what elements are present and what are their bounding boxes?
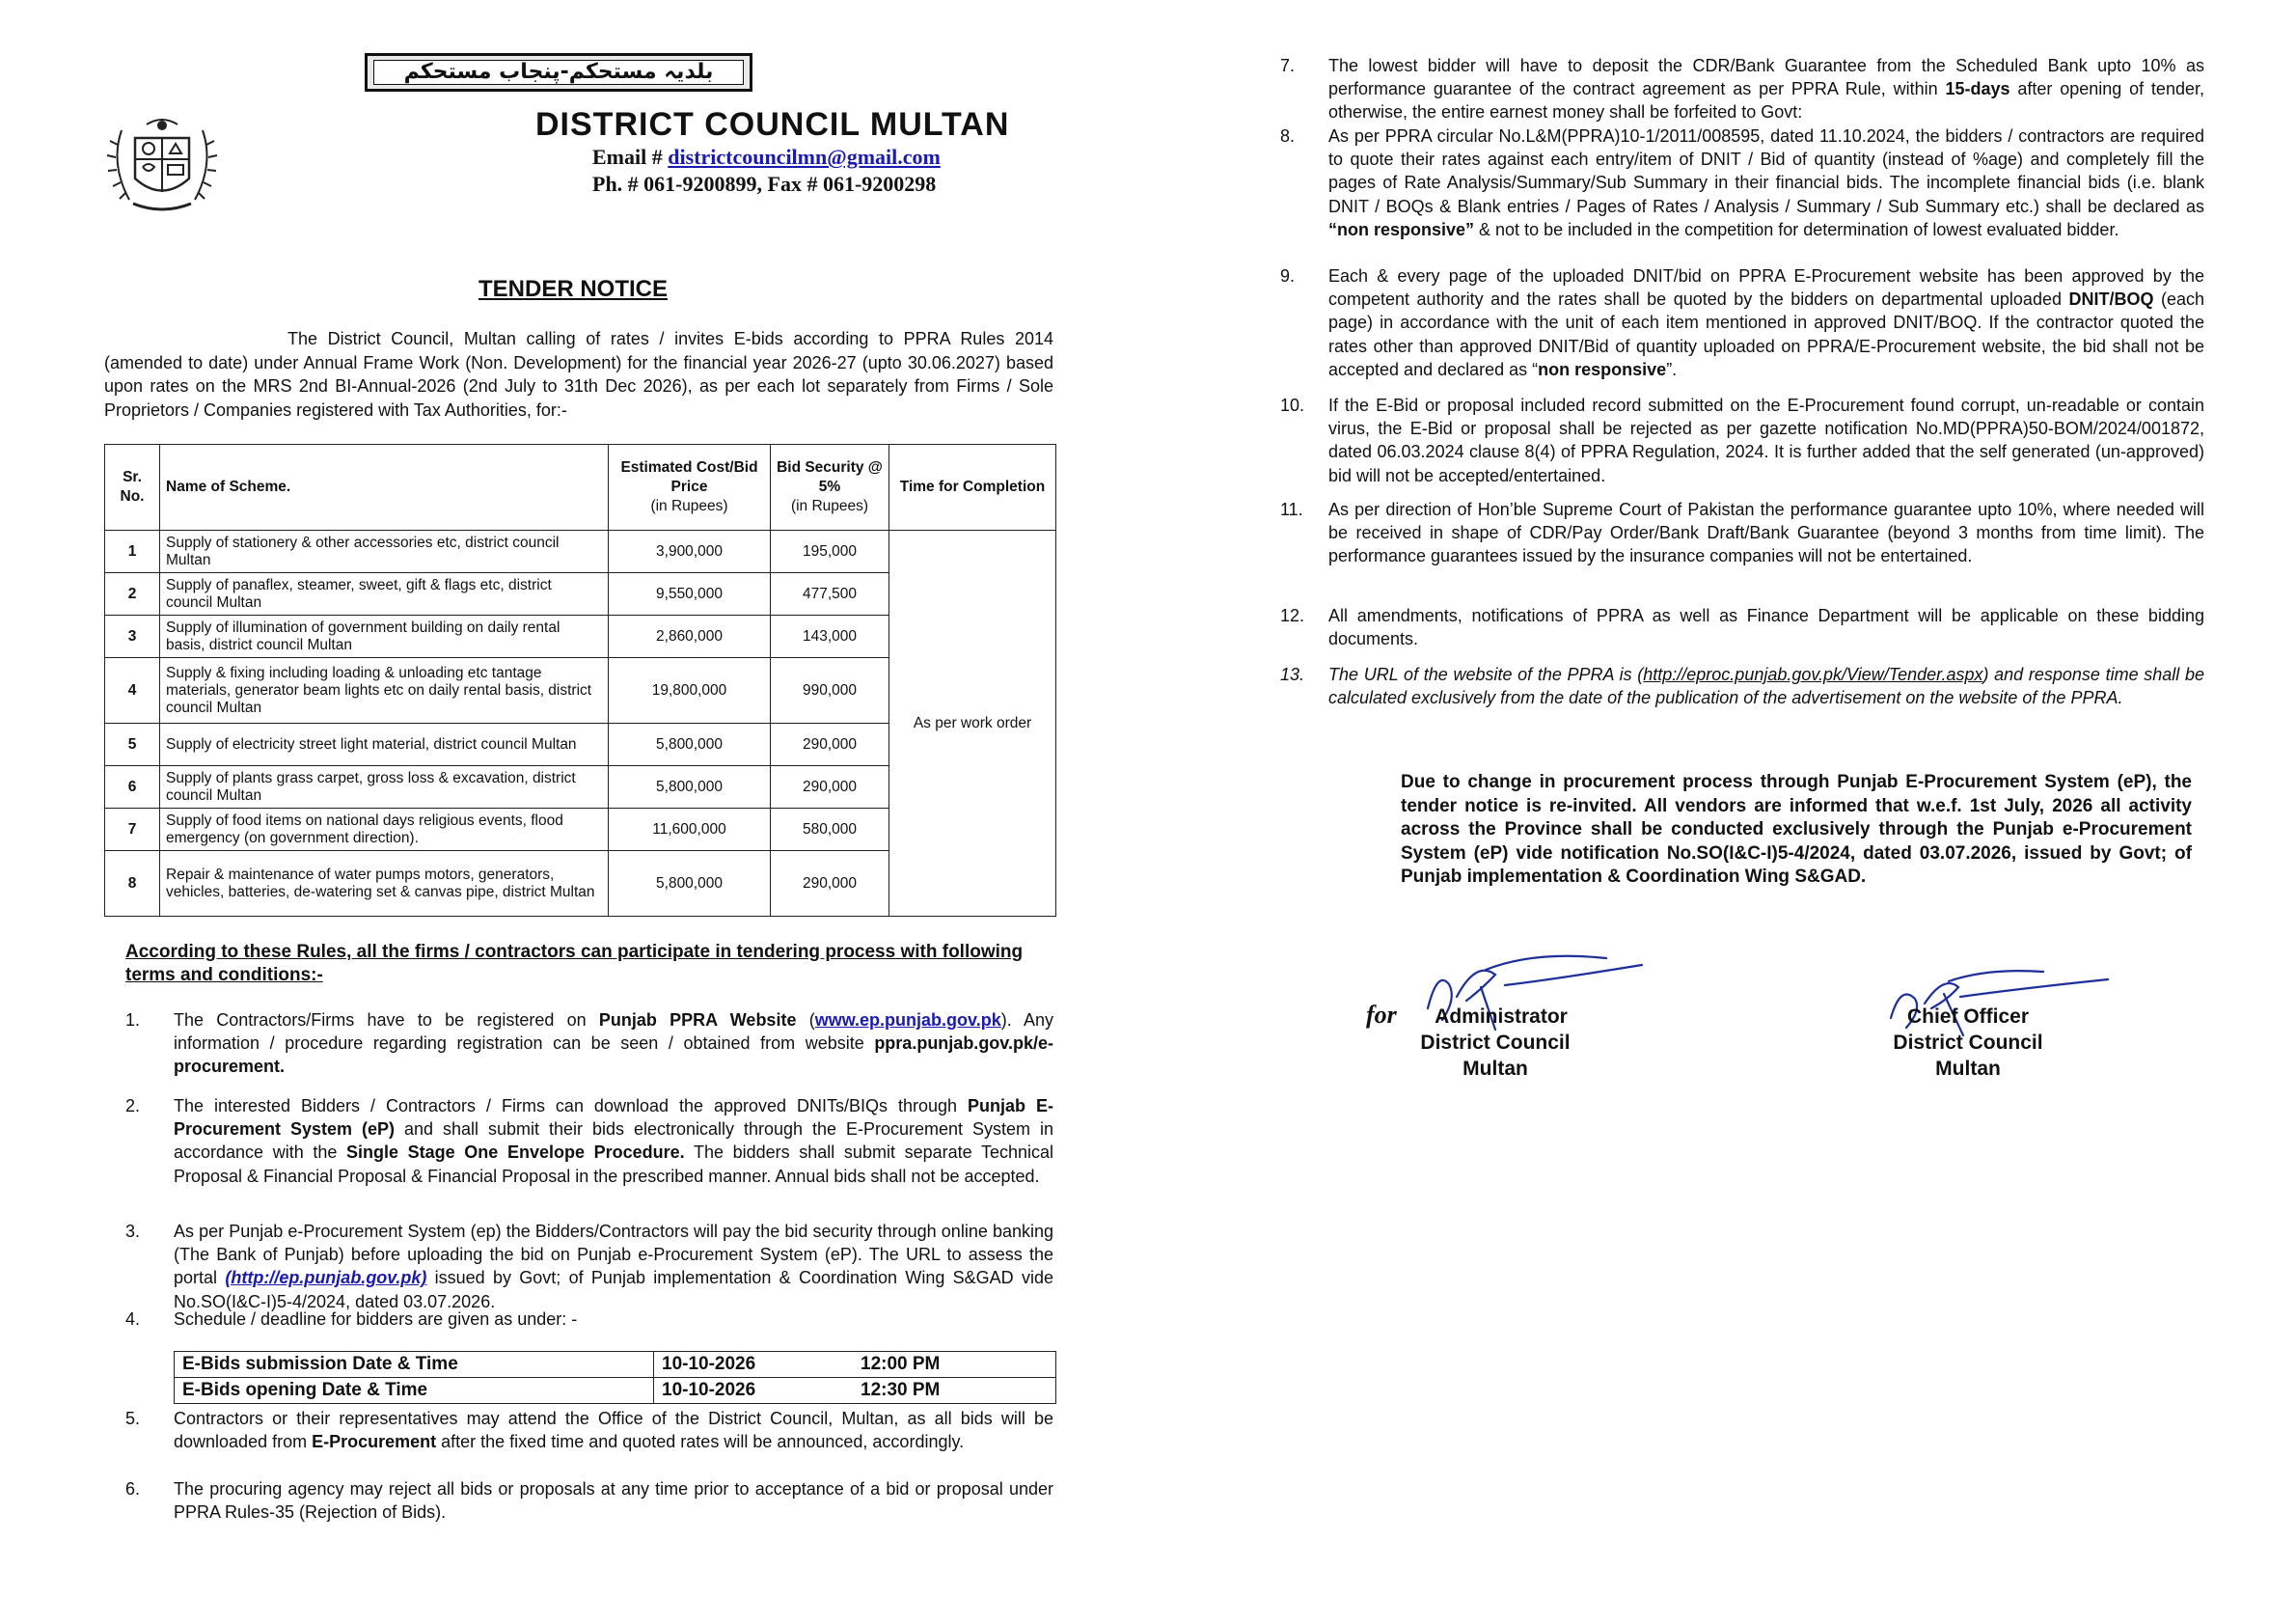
clause-number: 6. [125,1479,141,1499]
email-label: Email # [592,145,669,169]
table-row [105,531,1056,573]
row-security: 290,000 [771,851,889,917]
clause-number: 2. [125,1096,141,1115]
clause-3 [125,1220,1054,1313]
clause-11 [1280,498,2204,568]
row-cost: 19,800,000 [609,658,771,724]
clause-text: ”. [1666,359,1678,379]
clause-text: As per PPRA circular No.L&M(PPRA)10-1/2011/008595, dated 11.10.2024, the bidders / contractors are required to quote their rates against each entry/item of DNIT / Bid of quantity (instead of %age) and completely fill the pages of Rate Analysis/Summary/Sub Summary in their financial bids. The incomplete financial bids (i.e. blank DNIT / BOQs & Blank entries / Pages of Rates / Analysis / Summary / Sub Summary etc.) shall be declared as [1328,126,2204,216]
intro-paragraph: The District Council, Multan calling of rates / invites E-bids according to PPRA Rules 2014 (amended to date) under Annual Frame Work (Non. Development) for the financial year 2026-27 (upto 30.06.2027) based upon rates on the MRS 2nd BI-Annual-2026 (2nd July to 31th Dec 2026), as per each lot separately from Firms / Sole Proprietors / Companies registered with Tax Authorities, for:- [104,329,1053,420]
clause-text: The interested Bidders / Contractors / Firms can download the approved DNITs/BIQs through [174,1096,968,1115]
row-sr: 3 [105,616,160,658]
ep-portal-link[interactable]: (http://ep.punjab.gov.pk) [225,1268,427,1288]
for-prefix: for [1366,1001,1397,1029]
row-sr: 2 [105,573,160,616]
clause-number: 9. [1280,266,1296,286]
clause-2 [125,1094,1054,1188]
schedule-label: E-Bids opening Date & Time [175,1378,654,1404]
reinvite-notice: Due to change in procurement process through Punjab E-Procurement System (eP), the tender notice is re-invited. All vendors are informed that w.e.f. 1st July, 2026 all activity across the Province shall be conducted exclusively through the Punjab e-Procurement System (eP) vide notification No.SO(I&C-I)5-4/2024, dated 03.07.2026, issued by Govt; of Punjab implementation & Coordination Wing S&GAD. [1401,772,2192,887]
tender-notice-title: TENDER NOTICE [478,276,669,302]
schedule-date: 10-10-2026 [654,1378,854,1404]
row-scheme-name: Supply & fixing including loading & unloading etc tantage materials, generator beam lights etc on daily rental basis, district council Multan [160,658,609,724]
col-security-unit: (in Rupees) [790,498,869,514]
row-sr: 8 [105,851,160,917]
row-security: 990,000 [771,658,889,724]
clause-number: 13. [1280,665,1305,684]
clause-text: The procuring agency may reject all bids or proposals at any time prior to acceptance of a bid or proposal under PPRA Rules-35 (Rejection of Bids). [174,1479,1053,1523]
clause-4 [125,1307,1053,1331]
district-council-emblem-icon [104,111,220,217]
clause-13 [1280,663,2204,709]
row-sr: 1 [105,531,160,573]
clause-number: 3. [125,1222,141,1241]
schedule-time: 12:30 PM [853,1378,1056,1404]
email-line [592,145,941,170]
clause-bold: non responsive [1538,359,1667,379]
clause-10 [1280,394,2204,487]
schemes-table [104,444,1056,917]
col-sr: Sr. No. [105,445,160,531]
row-cost: 2,860,000 [609,616,771,658]
terms-heading: According to these Rules, all the firms / contractors can participate in tendering process with following terms and conditions:- [125,942,1024,985]
clause-text: . Any information / procedure regarding registration can be seen / obtained from website [174,1010,1053,1054]
clause-5 [125,1407,1053,1453]
signatory-administrator [1366,1001,1599,1082]
clause-number: 7. [1280,56,1296,75]
urdu-motto-banner [365,53,752,92]
clause-text: Schedule / deadline for bidders are given as under: - [174,1309,578,1329]
signatory-city: Multan [1462,1058,1528,1080]
clause-9 [1280,264,2204,381]
clause-text: The Contractors/Firms have to be registered on [174,1010,599,1030]
signatory-chief-officer [1872,1004,2064,1082]
col-security [771,445,889,531]
clause-1: 1. The Contractors/Firms have to be registered on Punjab PPRA Website (www.ep.punjab.gov.pk). Any information / procedure regarding registration can be seen / obtained from website ppra.punjab.gov.pk/e-procurement. [125,1010,1053,1077]
ep-punjab-link[interactable]: www.ep.punjab.gov.pk [814,1010,1001,1030]
row-scheme-name: Supply of plants grass carpet, gross loss & excavation, district council Multan [160,766,609,809]
row-scheme-name: Supply of stationery & other accessories etc, district council Multan [160,531,609,573]
clause-text: All amendments, notifications of PPRA as well as Finance Department will be applicable on these bidding documents. [1328,606,2204,649]
row-cost: 5,800,000 [609,851,771,917]
schedule-date: 10-10-2026 [654,1352,854,1378]
row-cost: 11,600,000 [609,809,771,851]
clause-number: 8. [1280,126,1296,146]
row-scheme-name: Repair & maintenance of water pumps motors, generators, vehicles, batteries, de-watering set & canvas pipe, district Multan [160,851,609,917]
clause-bold: Punjab E-Procurement System (eP) [174,1096,1053,1140]
clause-bold: “non responsive” [1328,219,1475,239]
signatory-title: Administrator [1435,1005,1568,1028]
row-security: 580,000 [771,809,889,851]
clause-text: and shall submit their bids electronically through the E-Procurement System in accordance with the [174,1119,1054,1163]
row-security: 195,000 [771,531,889,573]
row-sr: 4 [105,658,160,724]
clause-8 [1280,124,2204,241]
schedule-table [174,1351,1056,1404]
row-security: 290,000 [771,724,889,766]
row-security: 143,000 [771,616,889,658]
clause-text: after the fixed time and quoted rates will be announced, accordingly. [436,1432,965,1452]
time-for-completion: As per work order [889,531,1056,917]
ppra-tender-link[interactable]: http://eproc.punjab.gov.pk/View/Tender.aspx [1643,665,1983,684]
schedule-time: 12:00 PM [853,1352,1056,1378]
row-sr: 7 [105,809,160,851]
row-cost: 9,550,000 [609,573,771,616]
clause-number: 12. [1280,606,1305,625]
clause-text: The URL of the website of the PPRA is ( [1328,665,1644,684]
clause-text: & not to be included in the competition for determination of lowest evaluated bidder. [1474,219,2119,239]
row-cost: 5,800,000 [609,766,771,809]
signatory-city: Multan [1935,1058,2001,1080]
clause-7 [1280,54,2204,124]
schedule-label: E-Bids submission Date & Time [175,1352,654,1378]
row-scheme-name: Supply of food items on national days religious events, flood emergency (on government direction). [160,809,609,851]
clause-text: issued by Govt; of Punjab implementation & Coordination Wing S&GAD vide No.SO(I&C-I)5-4/2024, dated 03.07.2026. [174,1268,1054,1311]
signatory-title: Chief Officer [1906,1005,2030,1028]
phone-fax-line: Ph. # 061-9200899, Fax # 061-9200298 [592,172,937,196]
row-scheme-name: Supply of illumination of government building on daily rental basis, district council Multan [160,616,609,658]
row-sr: 5 [105,724,160,766]
clause-12 [1280,604,2204,650]
row-scheme-name: Supply of electricity street light material, district council Multan [160,724,609,766]
clause-bold: Punjab PPRA Website [598,1010,797,1030]
col-security-label: Bid Security @ 5% [777,459,883,495]
row-security: 477,500 [771,573,889,616]
schedule-row [175,1378,1056,1404]
email-link[interactable]: districtcouncilmn@gmail.com [668,145,941,169]
clause-text: Contractors or their representatives may attend the Office of the District Council, Multan, as all bids will be downloaded from [174,1409,1053,1452]
clause-bold: E-Procurement [312,1432,437,1452]
schedule-row [175,1352,1056,1378]
council-name-heading: DISTRICT COUNCIL MULTAN [535,106,1010,143]
clause-6 [125,1477,1053,1524]
col-cost-unit: (in Rupees) [650,498,728,514]
clause-text: (each page) in accordance with the unit of each item mentioned in approved DNIT/BOQ. If the contractor quoted the rates other than approved DNIT/Bid of quantity uploaded on PPRA/E-Procurement website, the bid shall not be accepted and declared as “ [1328,289,2204,379]
clause-number: 1. [125,1010,141,1030]
clause-bold: DNIT/BOQ [2068,289,2154,310]
clause-number: 5. [125,1409,141,1428]
col-name: Name of Scheme. [160,445,609,531]
clause-bold: Single Stage One Envelope Procedure. [346,1142,685,1163]
clause-text: The lowest bidder will have to deposit the CDR/Bank Guarantee from the Scheduled Bank upto 10% as performance guarantee of the contract agreement as per PPRA Rule, within [1328,56,2204,99]
table-header-row [105,445,1056,531]
signatory-office: District Council [1420,1032,1571,1054]
clause-text: If the E-Bid or proposal included record submitted on the E-Procurement found corrupt, un-readable or contain virus, the E-Bid or proposal shall be rejected as per gazette notification No.MD(PPRA)50-BOM/2024/001872, dated 06.03.2024 clause 8(4) of PPRA Regulation, 2024. It is further added that the self generated (un-approved) bid will not be accepted/entertained. [1328,396,2204,485]
clause-text: ) and response time shall be calculated exclusively from the date of the publication of the advertisement on the website of the PPRA. [1328,665,2204,708]
clause-text: As per direction of Hon’ble Supreme Court of Pakistan the performance guarantee upto 10%, where needed will be received in shape of CDR/Pay Order/Bank Draft/Bank Guarantee (beyond 3 months from time limit). The performance guarantees issued by the insurance companies will not be entertained. [1328,500,2204,566]
col-cost-label: Estimated Cost/Bid Price [620,459,758,495]
row-cost: 3,900,000 [609,531,771,573]
signatory-office: District Council [1893,1032,2043,1054]
row-scheme-name: Supply of panaflex, steamer, sweet, gift & flags etc, district council Multan [160,573,609,616]
clause-text: Each & every page of the uploaded DNIT/bid on PPRA E-Procurement website has been approved by the competent authority and the rates shall be quoted by the bidders on departmental uploaded [1328,266,2204,310]
urdu-motto-text: بلدیہ مستحکم-پنجاب مستحکم [373,60,744,85]
row-security: 290,000 [771,766,889,809]
clause-bold: 15-days [1945,79,2010,99]
col-cost [609,445,771,531]
row-sr: 6 [105,766,160,809]
col-time: Time for Completion [889,445,1056,531]
clause-bold: ppra.punjab.gov.pk/e-procurement. [174,1033,1053,1077]
clause-text: As per Punjab e-Procurement System (ep) the Bidders/Contractors will pay the bid security through online banking (The Bank of Punjab) before uploading the bid on Punjab e-Procurement System (eP). The URL to assess the portal [174,1222,1053,1288]
clause-number: 10. [1280,396,1305,415]
row-cost: 5,800,000 [609,724,771,766]
clause-number: 4. [125,1309,141,1329]
clause-text: The bidders shall submit separate Technical Proposal & Financial Proposal & Financial Proposal in the prescribed manner. Annual bids shall not be accepted. [174,1142,1053,1186]
clause-number: 11. [1280,500,1303,519]
clause-text: after opening of tender, otherwise, the entire earnest money shall be forfeited to Govt: [1328,79,2204,123]
